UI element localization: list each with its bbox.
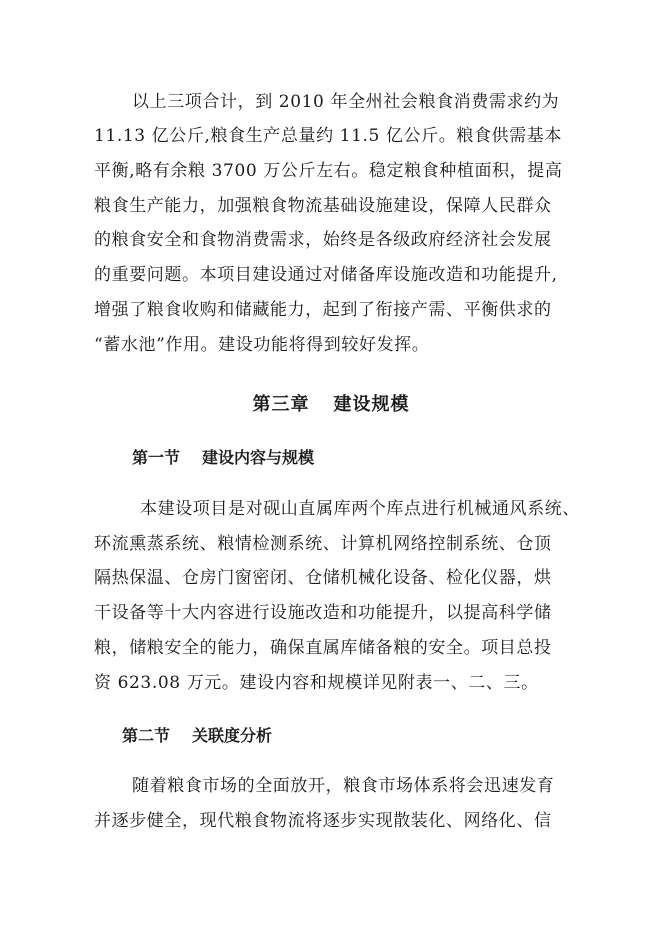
paragraph-1-line-5: 的粮食安全和食物消费需求，始终是各级政府经济社会发展 bbox=[94, 230, 552, 250]
chapter-number: 第三章 bbox=[252, 394, 310, 415]
paragraph-2-line-3: 隔热保温、仓房门窗密闭、仓储机械化设备、检化仪器，烘 bbox=[94, 568, 552, 588]
paragraph-1-line-2: 11.13 亿公斤,粮食生产总量约 11.5 亿公斤。粮食供需基本 bbox=[94, 126, 562, 146]
section-1-heading bbox=[132, 446, 314, 470]
paragraph-3-line-2: 并逐步健全，现代粮食物流将逐步实现散装化、网络化、信 bbox=[94, 811, 552, 831]
paragraph-2-line-4: 干设备等十大内容进行设施改造和功能提升，以提高科学储 bbox=[94, 603, 552, 623]
paragraph-1-line-3: 平衡,略有余粮 3700 万公斤左右。稳定粮食种植面积，提高 bbox=[94, 161, 563, 181]
section-2-number: 第二节 bbox=[122, 726, 171, 745]
paragraph-2-line-2: 环流熏蒸系统、粮情检测系统、计算机网络控制系统、仓顶 bbox=[94, 534, 552, 554]
paragraph-3-line-1: 随着粮食市场的全面放开，粮食市场体系将会迅速发育 bbox=[132, 776, 555, 796]
paragraph-2-line-5: 粮，储粮安全的能力，确保直属库储备粮的安全。项目总投 bbox=[94, 638, 552, 658]
chapter-title: 建设规模 bbox=[333, 394, 410, 415]
paragraph-1-line-6: 的重要问题。本项目建设通过对储备库设施改造和功能提升, bbox=[94, 265, 558, 285]
chapter-heading bbox=[0, 392, 662, 418]
section-2-heading bbox=[122, 724, 272, 748]
paragraph-1-line-8: “蓄水池”作用。建设功能将得到较好发挥。 bbox=[94, 335, 430, 355]
paragraph-1-line-7: 增强了粮食收购和储藏能力，起到了衔接产需、平衡供求的 bbox=[94, 300, 552, 320]
section-1-title: 建设内容与规模 bbox=[202, 448, 315, 467]
paragraph-1-line-4: 粮食生产能力，加强粮食物流基础设施建设，保障人民群众 bbox=[94, 196, 552, 216]
paragraph-2-line-6: 资 623.08 万元。建设内容和规模详见附表一、二、三。 bbox=[94, 673, 539, 693]
paragraph-1-line-1: 以上三项合计，到 2010 年全州社会粮食消费需求约为 bbox=[132, 92, 560, 112]
section-2-title: 关联度分析 bbox=[192, 726, 273, 745]
paragraph-2-line-1: 本建设项目是对砚山直属库两个库点进行机械通风系统、 bbox=[140, 499, 580, 519]
section-1-number: 第一节 bbox=[132, 448, 181, 467]
